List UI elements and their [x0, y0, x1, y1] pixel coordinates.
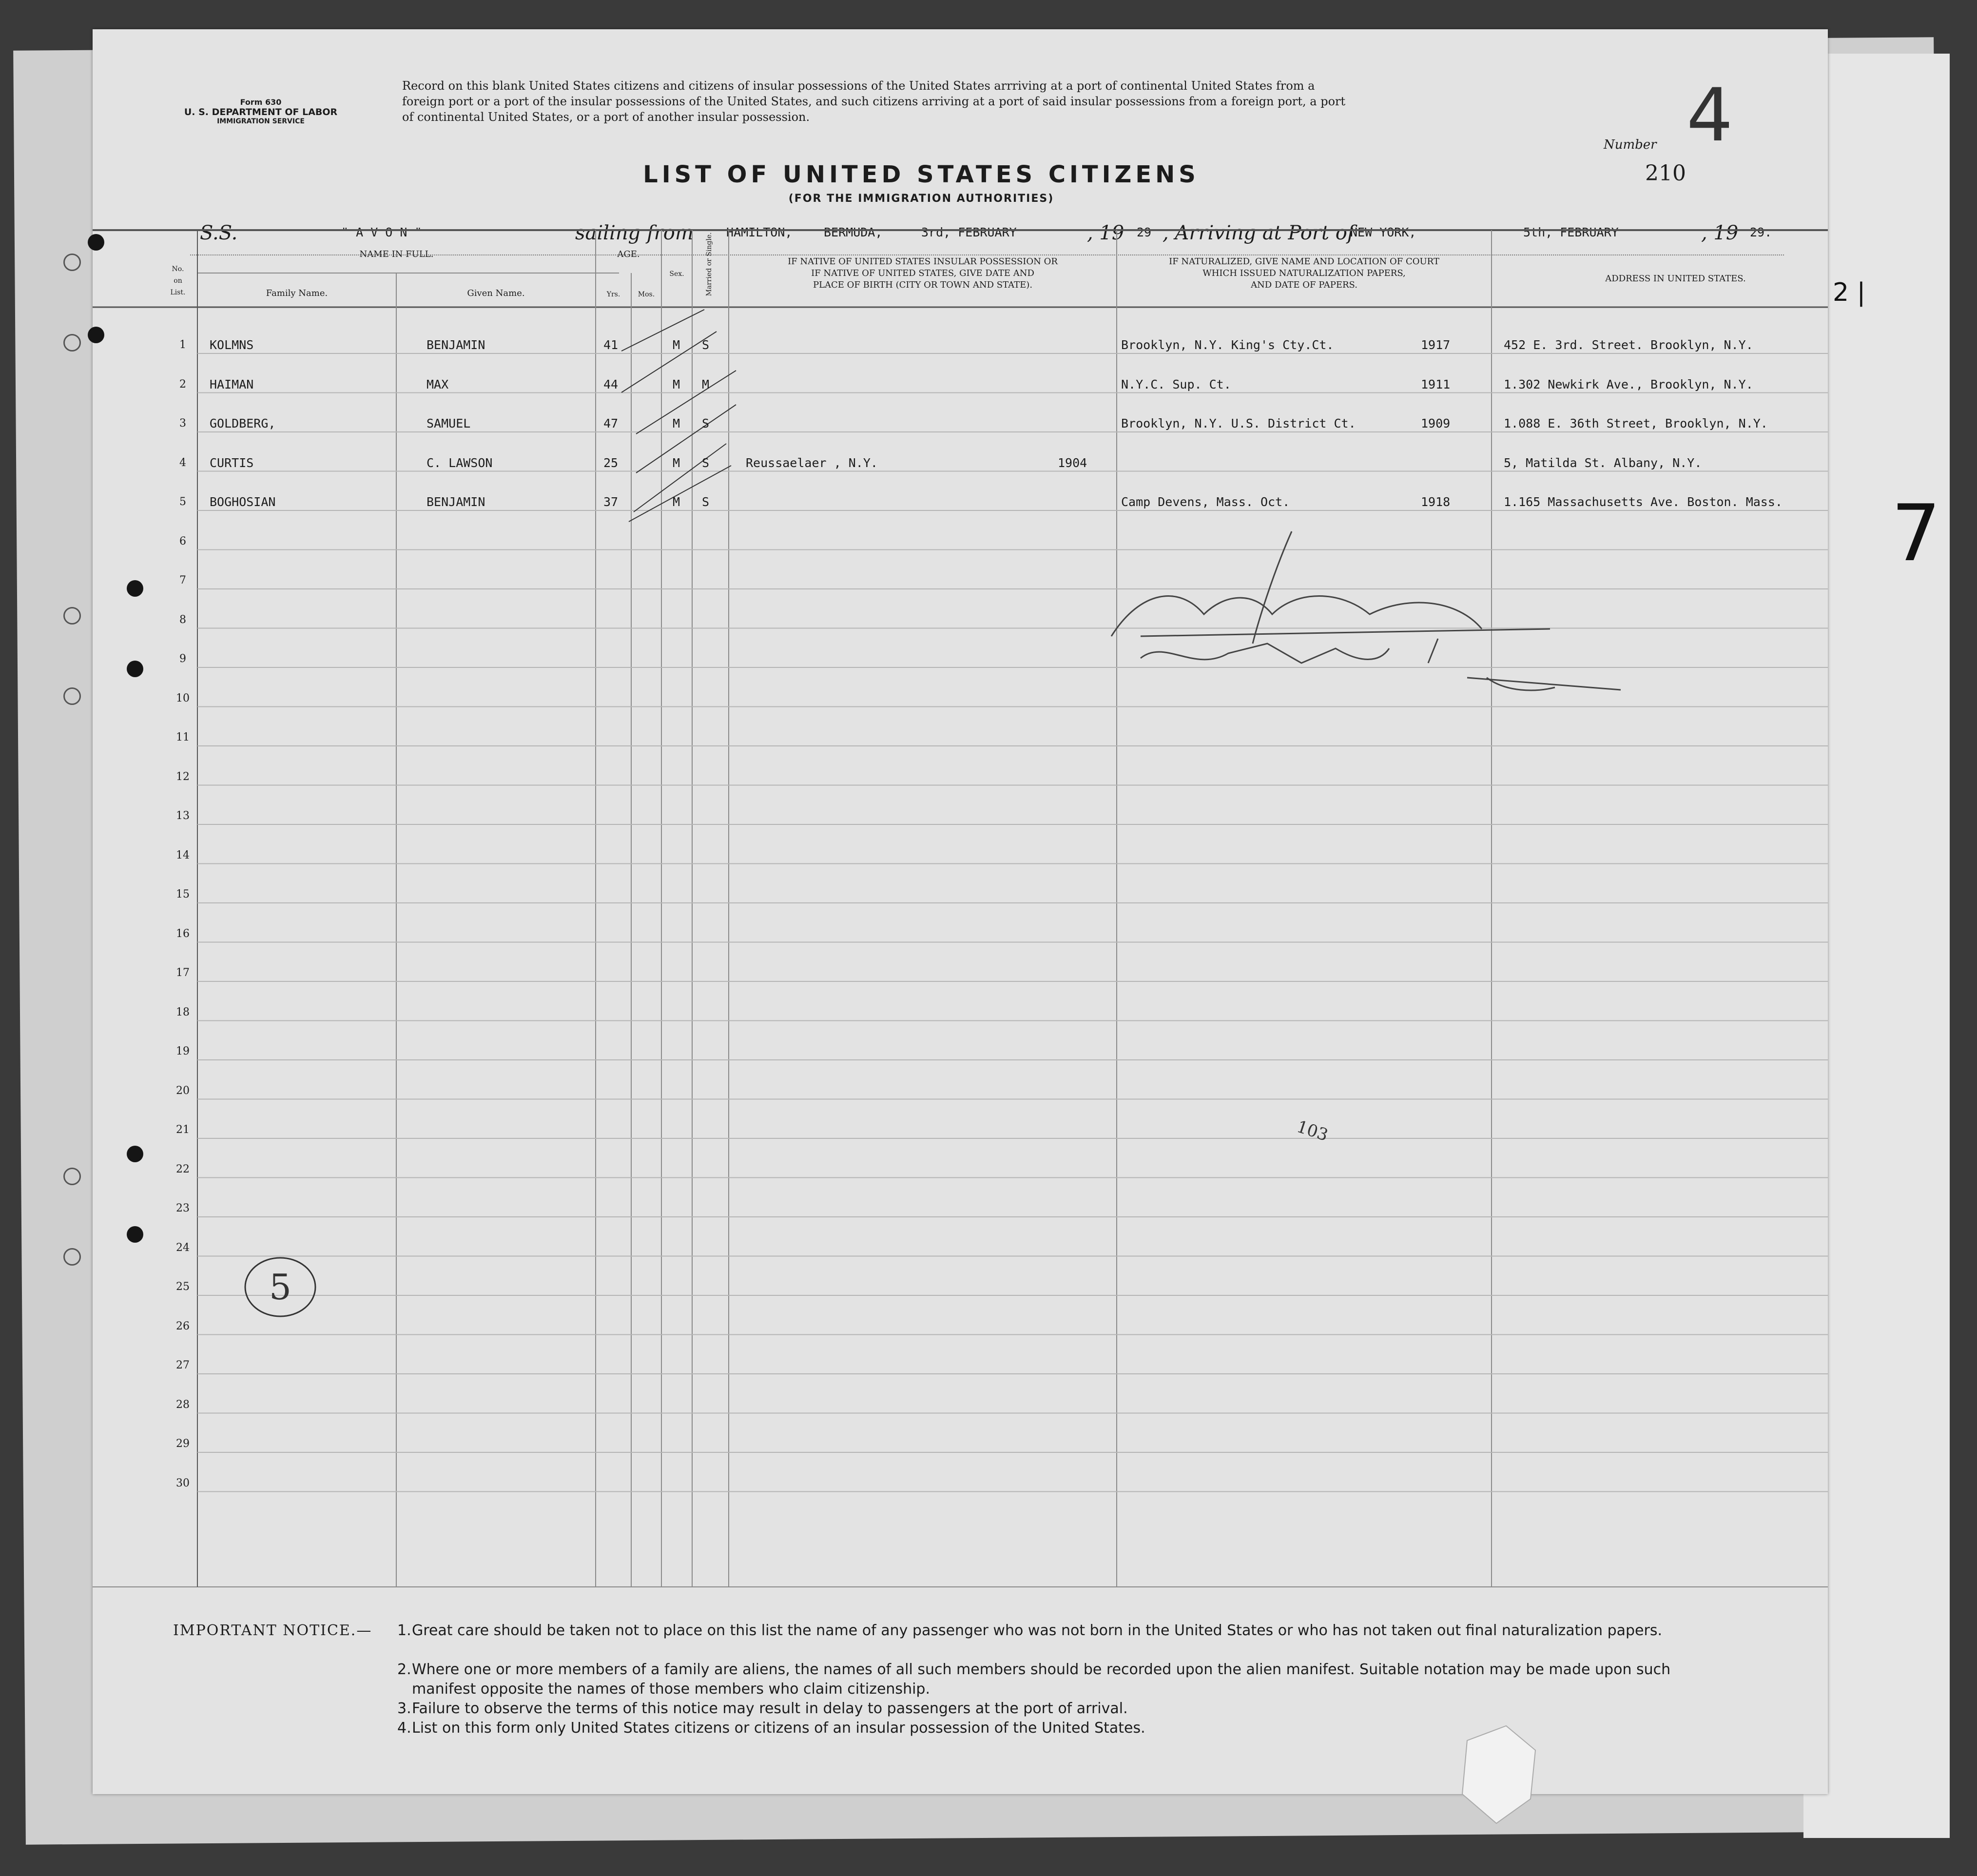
cell-court: N.Y.C. Sup. Ct.	[1121, 377, 1231, 391]
row-number: 24	[176, 1241, 190, 1254]
row-number: 26	[176, 1320, 190, 1332]
from-city: HAMILTON,	[726, 225, 793, 239]
cell-address: 5, Matilda St. Albany, N.Y.	[1504, 455, 1702, 470]
citizens-list-form	[93, 29, 1828, 1794]
row-number: 7	[179, 574, 186, 586]
row-number: 12	[176, 770, 190, 783]
cell-court-year: 1909	[1421, 416, 1451, 430]
family-name-header: Family Name.	[266, 288, 328, 298]
page-title: LIST OF UNITED STATES CITIZENS	[643, 161, 1200, 188]
cell-family: BOGHOSIAN	[210, 495, 276, 509]
mos-header: Mos.	[638, 291, 655, 298]
cell-given: BENJAMIN	[426, 338, 485, 352]
circled-mark	[241, 1253, 324, 1323]
from-country: BERMUDA,	[824, 225, 883, 239]
circled-number: 5	[269, 1267, 291, 1308]
cell-court-year: 1911	[1421, 377, 1451, 391]
cell-address: 1.165 Massachusetts Ave. Boston. Mass.	[1504, 495, 1783, 509]
header-line: PLACE OF BIRTH (CITY OR TOWN AND STATE).	[813, 280, 1033, 290]
cell-sex: M	[673, 416, 680, 430]
cell-status: S	[702, 338, 710, 352]
row-number: 27	[176, 1359, 190, 1371]
intro-line: Record on this blank United States citizens and citizens of insular possessions of the United States arrriving at a port of continental United States from a	[402, 79, 1315, 93]
row-number: 2	[179, 378, 186, 391]
form-number: Form 630	[240, 98, 282, 107]
cell-court: Brooklyn, N.Y. U.S. District Ct.	[1121, 416, 1356, 430]
departure-date: 3rd, FEBRUARY	[921, 225, 1017, 239]
binder-ring-icon	[63, 254, 81, 271]
stamp-number: 103	[1294, 1116, 1331, 1146]
married-single-header	[703, 228, 715, 301]
notice-text: Where one or more members of a family are aliens, the names of all such members should be recorded upon the alien manifest. Suitable notation may be made upon such manifest opposite the names of those members who claim citizenship.	[412, 1661, 1671, 1698]
notice-text: Great care should be taken not to place on this list the name of any passenger who was not born in the United States or who has not taken out final naturalization papers.	[412, 1622, 1663, 1639]
cell-family: HAIMAN	[210, 377, 254, 391]
row-number: 11	[176, 731, 190, 743]
cell-court: Brooklyn, N.Y. King's Cty.Ct.	[1121, 338, 1334, 352]
cell-yrs: 25	[603, 455, 619, 470]
arrival-date: 5th, FEBRUARY	[1523, 225, 1619, 239]
notice-item	[397, 1660, 1728, 1699]
cell-given: C. LAWSON	[426, 455, 493, 470]
year-prefix: , 19	[1701, 222, 1739, 244]
header-line: on	[174, 277, 182, 285]
no-on-list-header	[156, 263, 200, 298]
name-in-full-header: NAME IN FULL.	[359, 249, 434, 259]
header-line: IF NATURALIZED, GIVE NAME AND LOCATION OF COURT	[1169, 256, 1439, 267]
row-number: 19	[176, 1045, 190, 1057]
header-line: IF NATIVE OF UNITED STATES, GIVE DATE AND	[811, 268, 1034, 278]
year-prefix: , 19	[1087, 222, 1124, 244]
row-number: 18	[176, 1006, 190, 1018]
service: IMMIGRATION SERVICE	[217, 117, 305, 125]
ss-label: S.S.	[200, 222, 238, 244]
row-number: 13	[176, 810, 190, 822]
row-number: 4	[179, 456, 186, 469]
header-line: Married or	[705, 258, 713, 296]
cell-yrs: 44	[603, 377, 619, 391]
row-number: 30	[176, 1477, 190, 1489]
number-label: Number	[1604, 137, 1657, 152]
side-mark-top: 2 |	[1833, 278, 1866, 307]
row-number: 28	[176, 1398, 190, 1411]
row-number: 17	[176, 967, 190, 979]
cell-yrs: 41	[603, 338, 619, 352]
page-subtitle: (FOR THE IMMIGRATION AUTHORITIES)	[788, 193, 1054, 205]
row-number: 22	[176, 1163, 190, 1175]
given-name-header: Given Name.	[467, 288, 525, 298]
header-line: IF NATIVE OF UNITED STATES INSULAR POSSESSION OR	[788, 256, 1058, 267]
header-line: List.	[170, 289, 186, 296]
handwritten-number: 4	[1686, 73, 1733, 158]
sex-header: Sex.	[669, 270, 684, 278]
row-number: 10	[176, 692, 190, 704]
binder-ring-icon	[63, 334, 81, 352]
notice-item	[397, 1699, 1728, 1719]
paper-tear	[1453, 1721, 1550, 1828]
ship-name: " A V O N "	[341, 225, 422, 239]
arriving-label: , Arriving at Port of	[1163, 222, 1355, 244]
header-line: WHICH ISSUED NATURALIZATION PAPERS,	[1202, 268, 1406, 278]
row-number: 15	[176, 888, 190, 900]
native-header	[729, 256, 1117, 291]
cell-sex: M	[673, 377, 680, 391]
cell-given: SAMUEL	[426, 416, 471, 430]
row-number: 8	[179, 613, 186, 626]
binder-ring-icon	[63, 1248, 81, 1266]
row-number: 5	[179, 496, 186, 508]
intro-line: foreign port or a port of the insular possessions of the United States, and such citizens arriving at a port of said insular possessions from a foreign port, a port	[402, 95, 1346, 108]
binder-ring-icon	[63, 1168, 81, 1185]
cell-birthplace: Reussaelaer , N.Y.	[746, 455, 878, 470]
cell-address: 452 E. 3rd. Street. Brooklyn, N.Y.	[1504, 338, 1753, 352]
cell-court-year: 1917	[1421, 338, 1451, 352]
cell-family: KOLMNS	[210, 338, 254, 352]
address-header: ADDRESS IN UNITED STATES.	[1605, 274, 1746, 284]
row-number: 21	[176, 1124, 190, 1136]
notice-text: Failure to observe the terms of this notice may result in delay to passengers at the port of arrival.	[412, 1700, 1128, 1717]
row-number: 20	[176, 1084, 190, 1097]
cell-given: MAX	[426, 377, 449, 391]
row-number: 29	[176, 1438, 190, 1450]
department: U. S. DEPARTMENT OF LABOR	[184, 107, 338, 117]
binder-ring-icon	[63, 607, 81, 625]
cell-sex: M	[673, 455, 680, 470]
cell-status: S	[702, 495, 710, 509]
cell-court-year: 1918	[1421, 495, 1451, 509]
cell-yrs: 47	[603, 416, 619, 430]
notice-number: 4.	[397, 1720, 411, 1737]
circle-icon	[241, 1253, 324, 1321]
cell-family: GOLDBERG,	[210, 416, 276, 430]
row-number: 1	[179, 339, 186, 351]
cell-address: 1.088 E. 36th Street, Brooklyn, N.Y.	[1504, 416, 1768, 430]
header-line: No.	[172, 265, 184, 273]
row-number: 16	[176, 927, 190, 940]
list-number: 210	[1645, 161, 1686, 186]
cell-yrs: 37	[603, 495, 619, 509]
arrival-year: 29.	[1750, 225, 1772, 239]
row-number: 6	[179, 535, 186, 547]
binder-ring-icon	[63, 687, 81, 705]
cell-birth-year: 1904	[1058, 455, 1087, 470]
side-mark-mid: 7	[1891, 488, 1941, 579]
cell-given: BENJAMIN	[426, 495, 485, 509]
cell-sex: M	[673, 338, 680, 352]
notice-text: List on this form only United States citizens or citizens of an insular possession of the United States.	[412, 1720, 1145, 1737]
yrs-header: Yrs.	[606, 291, 620, 298]
age-header: AGE.	[617, 249, 640, 259]
row-number: 3	[179, 417, 186, 430]
cell-court: Camp Devens, Mass. Oct.	[1121, 495, 1290, 509]
cell-status: M	[702, 377, 710, 391]
cell-sex: M	[673, 495, 680, 509]
cell-address: 1.302 Newkirk Ave., Brooklyn, N.Y.	[1504, 377, 1753, 391]
notice-title: IMPORTANT NOTICE.—	[173, 1622, 372, 1639]
notice-number: 2.	[397, 1661, 411, 1678]
row-number: 14	[176, 849, 190, 861]
notice-number: 1.	[397, 1622, 411, 1639]
arrival-port: NEW YORK,	[1350, 225, 1416, 239]
cell-status: S	[702, 416, 710, 430]
header-line: Single.	[705, 232, 713, 256]
cell-status: S	[702, 455, 710, 470]
intro-line: of continental United States, or a port of another insular possession.	[402, 110, 810, 124]
notice-item	[397, 1621, 1728, 1641]
header-line: AND DATE OF PAPERS.	[1251, 280, 1357, 290]
cell-family: CURTIS	[210, 455, 254, 470]
departure-year: 29	[1137, 225, 1152, 239]
row-number: 23	[176, 1202, 190, 1214]
notice-number: 3.	[397, 1700, 411, 1717]
row-number: 9	[179, 653, 186, 665]
sailing-label: sailing from	[575, 222, 694, 244]
naturalized-header	[1117, 256, 1492, 291]
row-number: 25	[176, 1281, 190, 1293]
